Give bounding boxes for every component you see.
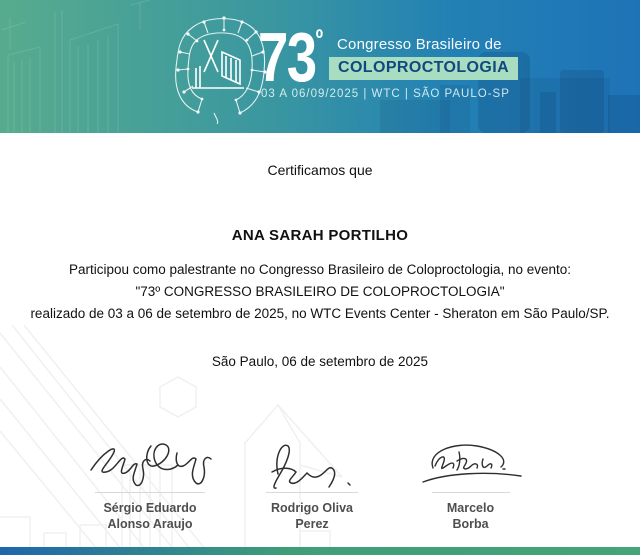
signature-line	[95, 492, 205, 493]
signatory-name: Marcelo Borba	[446, 501, 495, 531]
footer-gradient-strip	[0, 547, 640, 555]
signature-block-sergio	[70, 434, 230, 532]
event-line-3: realizado de 03 a 06 de setembro de 2025, no WTC Events Center - Sheraton em São Paulo/SP.	[30, 306, 610, 321]
event-line-2: "73º CONGRESSO BRASILEIRO DE COLOPROCTOLOGIA"	[135, 284, 505, 299]
certify-intro-text: Certificamos que	[267, 162, 373, 178]
event-description	[0, 259, 640, 325]
congress-title: Congresso Brasileiro de	[337, 36, 502, 53]
congress-dates: 03 A 06/09/2025 | WTC | SÃO PAULO-SP	[261, 88, 510, 100]
signature-line	[266, 492, 358, 493]
event-line-1: Participou como palestrante no Congresso Brasileiro de Coloproctologia, no evento:	[68, 262, 572, 277]
signature-block-marcelo	[398, 434, 543, 532]
congress-number: $73^º$	[258, 18, 324, 96]
degree-symbol: º	[315, 23, 324, 53]
congress-logo-icon	[166, 10, 272, 124]
congress-highlight-badge: COLOPROCTOLOGIA	[329, 57, 518, 80]
signatory-name: Sérgio Eduardo Alonso Araujo	[103, 501, 197, 531]
place-date-line: São Paulo, 06 de setembro de 2025	[211, 354, 429, 369]
signature-block-rodrigo	[242, 434, 382, 532]
recipient-name: ANA SARAH PORTILHO	[231, 227, 409, 244]
signature-sergio	[85, 434, 215, 490]
header-banner	[0, 0, 640, 133]
signature-line	[432, 492, 510, 493]
signatory-name: Rodrigo Oliva Perez	[271, 501, 353, 531]
signature-rodrigo	[262, 438, 362, 490]
signature-marcelo	[415, 440, 527, 490]
